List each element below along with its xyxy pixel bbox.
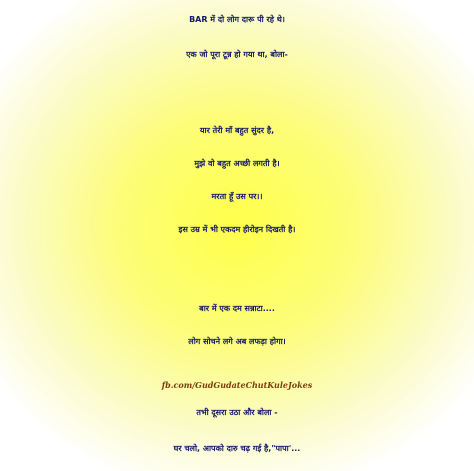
- reaction-line-2: लोग सोचने लगे अब लफड़ा होगा।: [188, 337, 286, 346]
- speech-line-4: इस उम्र में भी एकदम हीरोइन दिखती है।: [178, 225, 296, 234]
- intro-line-1: BAR में दो लोग दारू पी रहे थे।: [189, 15, 285, 24]
- speech-line-3: मरता हूँ उस पर।।: [211, 192, 263, 201]
- speech-line-1: यार तेरी माँ बहुत सुंदर है,: [199, 126, 275, 135]
- punchline-line-2: घर चलो, आपको दारु चढ़ गई है,"पापा'...: [173, 444, 301, 453]
- punchline-line-1: तभी दूसरा उठा और बोला -: [196, 408, 278, 417]
- reaction-line-1: बार में एक दम सन्नाटा....: [199, 304, 275, 313]
- speech-line-2: मुझे वो बहुत अच्छी लगती है।: [194, 159, 280, 168]
- source-watermark: fb.com/GudGudateChutKuleJokes: [161, 380, 313, 390]
- intro-line-2: एक जो पूरा टून्न हो गया था, बोला-: [186, 50, 288, 59]
